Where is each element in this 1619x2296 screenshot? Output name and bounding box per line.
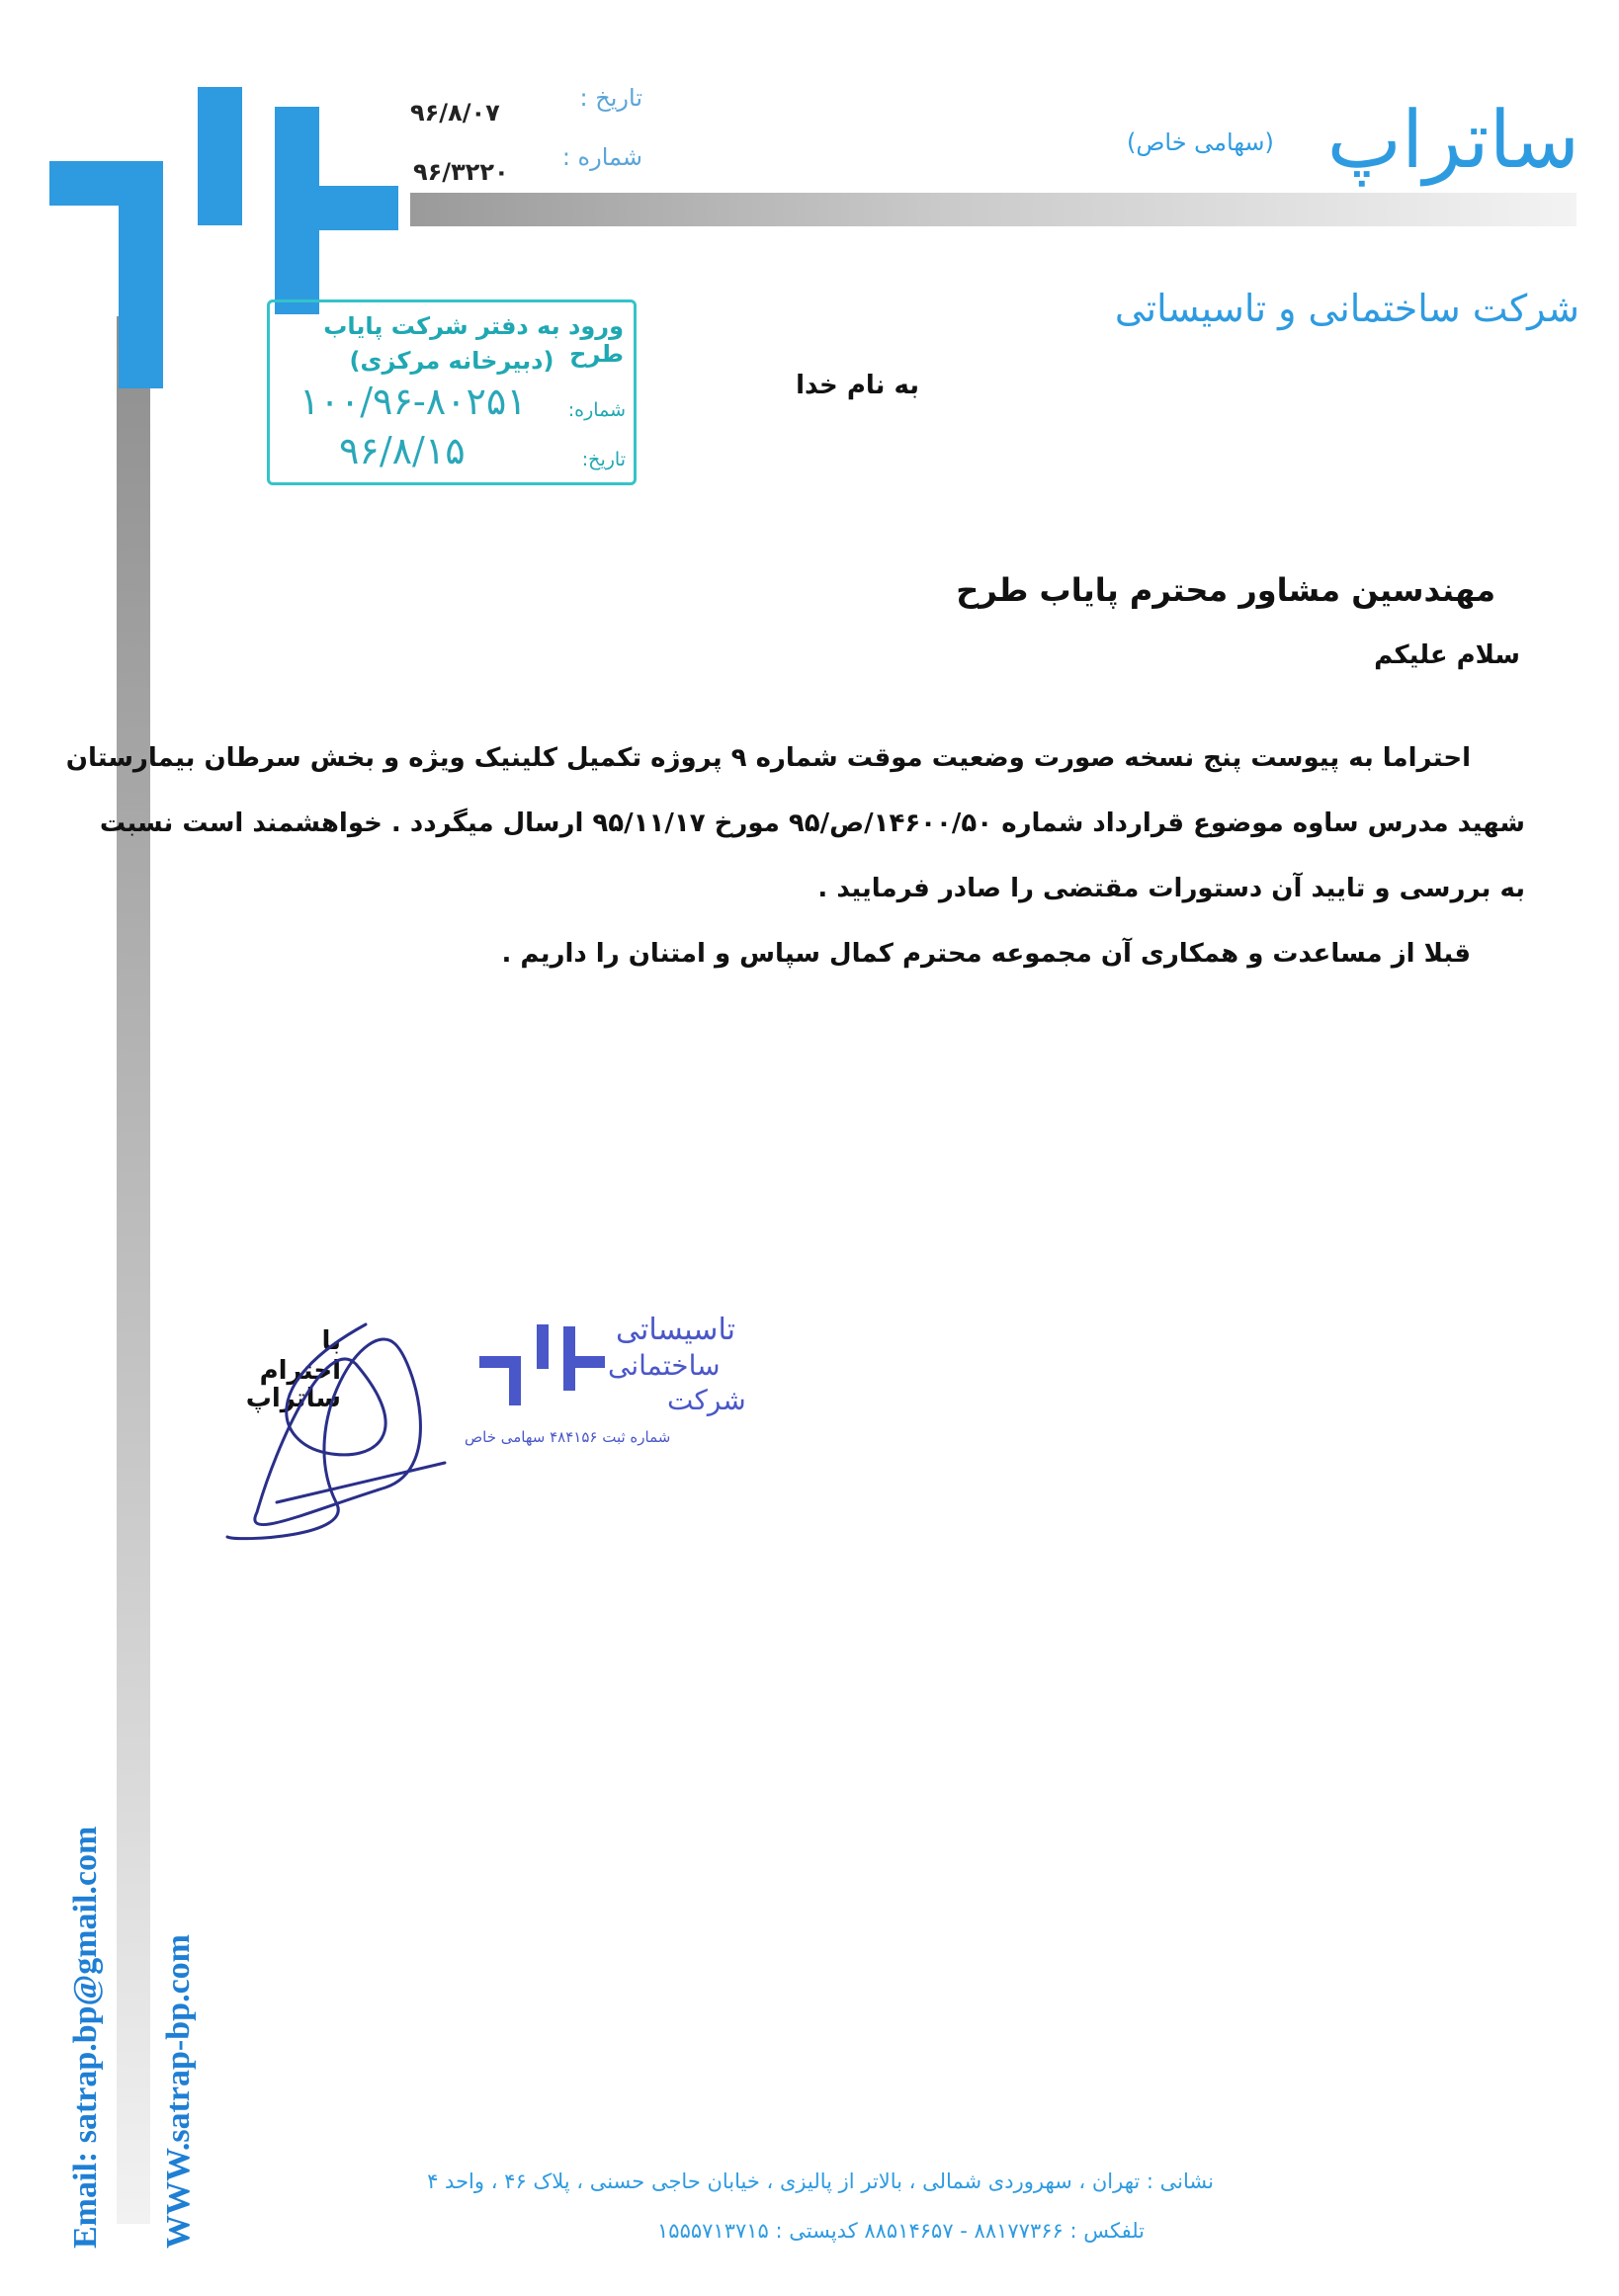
paragraph-line-2: شهید مدرس ساوه موضوع قرارداد شماره ۱۴۶۰۰/۵۰/ص/۹۵ مورخ ۹۵/۱۱/۱۷ ارسال میگردد . خواهشمند است نسبت [99, 808, 1525, 838]
stamp-number-value: ۱۰۰/۹۶-۸۰۲۵۱ [299, 380, 527, 423]
date-label: تاریخ : [579, 84, 642, 112]
signatory: ساتراپ [245, 1384, 341, 1413]
company-seal [440, 1245, 815, 1453]
side-band [117, 316, 150, 2224]
seal-word-2: ساختمانی [608, 1349, 721, 1382]
stamp-date-value: ۹۶/۸/۱۵ [339, 429, 466, 472]
seal-word-3: شرکت [667, 1384, 746, 1416]
date-value: ۹۶/۸/۰۷ [410, 99, 500, 127]
stamp-title: ورود به دفتر شرکت پایاب طرح [323, 312, 624, 368]
greeting: سلام علیکم [1374, 640, 1520, 670]
basmala: به نام خدا [796, 371, 919, 400]
svg-text:ساتراپ بنیان [440, 1245, 459, 1255]
stamp-subtitle: (دبیرخانه مرکزی) [349, 347, 554, 375]
company-logo [49, 87, 405, 314]
number-label: شماره : [561, 143, 642, 171]
stamp-date-label: تاریخ: [581, 449, 626, 470]
paragraph-line-4: قبلا از مساعدت و همکاری آن مجموعه محترم کمال سپاس و امتنان را داریم . [501, 939, 1471, 969]
header-band [410, 193, 1576, 226]
received-stamp [267, 299, 637, 485]
paragraph-line-1: احتراما به پیوست پنج نسخه صورت وضعیت موقت شماره ۹ پروژه تکمیل کلینیک ویژه و بخش سرطان بیمارستان [65, 743, 1471, 773]
seal-word-1: تاسیساتی [616, 1313, 735, 1347]
closing: با احترام [259, 1326, 341, 1386]
recipient: مهندسین مشاور محترم پایاب طرح [956, 571, 1495, 609]
footer-website[interactable]: WWW.satrap-bp.com [160, 1934, 197, 2249]
company-type: (سهامی خاص) [1127, 128, 1274, 156]
signature [217, 1305, 455, 1562]
seal-arc-text [440, 1245, 459, 1255]
stamp-number-label: شماره: [567, 399, 626, 421]
footer-address: نشانی : تهران ، سهروردی شمالی ، بالاتر از پالیزی ، خیابان حاجی حسنی ، پلاک ۴۶ ، واحد ۴ [427, 2169, 1214, 2193]
number-value: ۹۶/۳۲۲۰ [413, 158, 509, 186]
company-description: شرکت ساختمانی و تاسیساتی [1114, 287, 1579, 330]
paragraph-line-3: به بررسی و تایید آن دستورات مقتضی را صادر فرمایید . [817, 874, 1525, 903]
company-name: ساتراپ [1326, 94, 1579, 186]
footer-phone: تلفکس : ۸۸۱۷۷۳۶۶ - ۸۸۵۱۴۶۵۷ کدپستی : ۱۵۵۵۷۱۳۷۱۵ [657, 2219, 1145, 2243]
seal-registration: شماره ثبت ۴۸۴۱۵۶ سهامی خاص [465, 1428, 671, 1446]
footer-email[interactable]: Email: satrap.bp@gmail.com [67, 1826, 104, 2249]
